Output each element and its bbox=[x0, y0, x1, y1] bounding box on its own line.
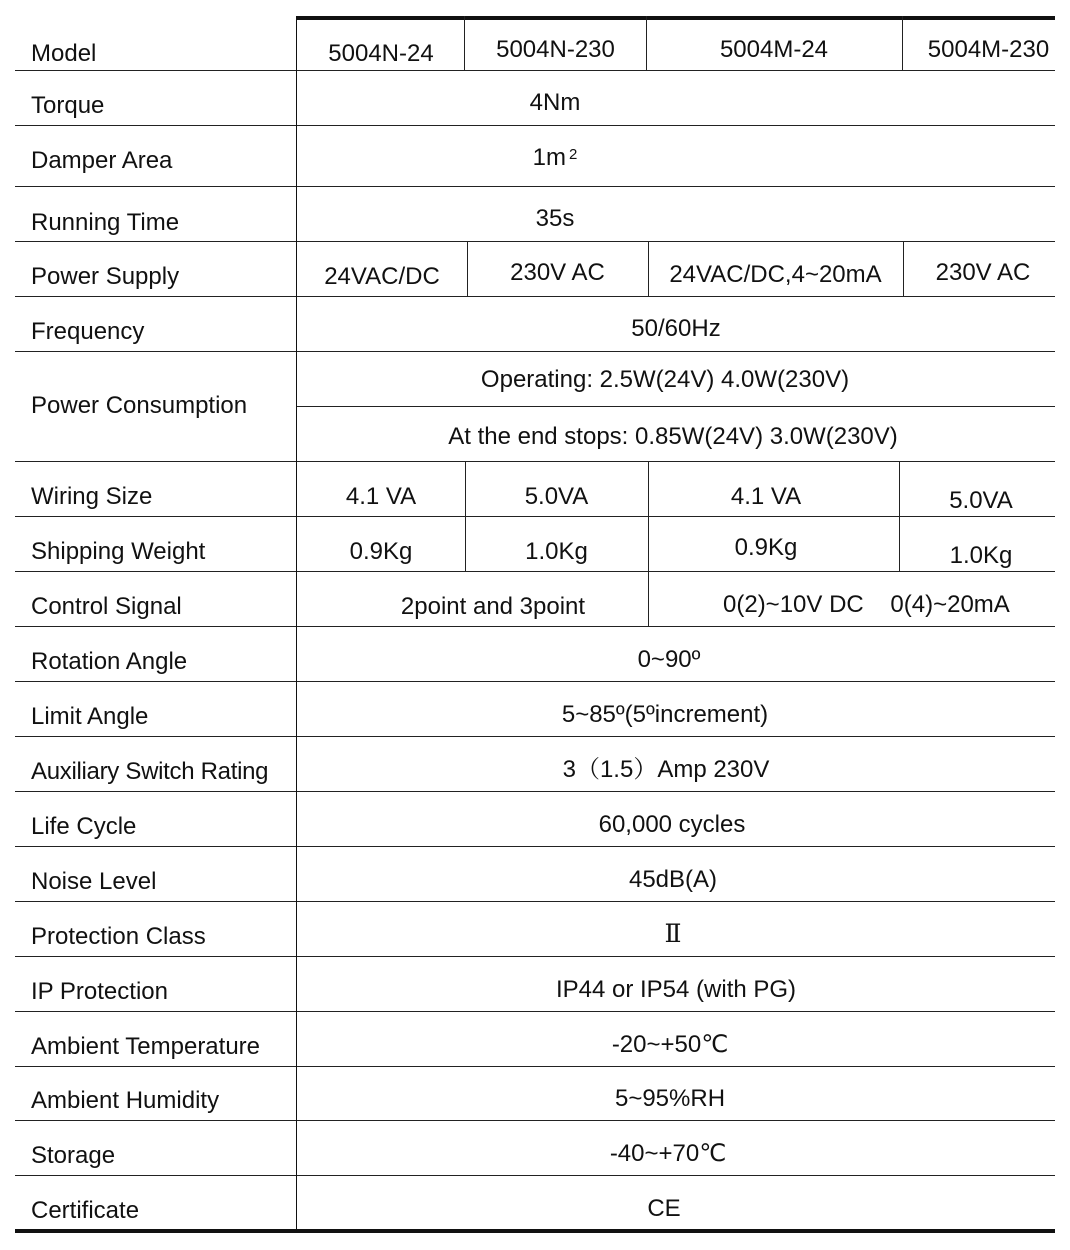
row-label-certificate: Certificate bbox=[31, 1197, 140, 1224]
row-label-wiring-size: Wiring Size bbox=[31, 483, 153, 510]
row-label-storage: Storage bbox=[31, 1142, 116, 1169]
protection-class-value: Ⅱ bbox=[664, 921, 682, 948]
row-divider bbox=[15, 846, 1055, 847]
table-top-rule bbox=[297, 16, 1055, 20]
row-label-ambient-humidity: Ambient Humidity bbox=[31, 1087, 220, 1114]
row-label-power-supply: Power Supply bbox=[31, 263, 180, 290]
row-divider bbox=[15, 351, 1055, 352]
storage-value: -40~+70℃ bbox=[609, 1140, 727, 1167]
power-supply-5004m-24: 24VAC/DC,4~20mA bbox=[669, 261, 882, 288]
row-divider bbox=[15, 1066, 1055, 1067]
ambient-temperature-value: -20~+50℃ bbox=[611, 1031, 729, 1058]
row-divider bbox=[15, 1011, 1055, 1012]
table-bottom-rule bbox=[15, 1229, 1055, 1233]
wiring-size-5004m-230: 5.0VA bbox=[949, 487, 1013, 514]
row-label-limit-angle: Limit Angle bbox=[31, 703, 149, 730]
ambient-humidity-value: 5~95%RH bbox=[614, 1085, 726, 1112]
rotation-angle-value: 0~90º bbox=[637, 646, 701, 673]
row-divider bbox=[297, 406, 1055, 407]
row-label-shipping-weight: Shipping Weight bbox=[31, 538, 206, 565]
shipping-weight-5004m-230: 1.0Kg bbox=[949, 542, 1013, 569]
row-label-damper-area: Damper Area bbox=[31, 147, 173, 174]
model-5004n-24: 5004N-24 bbox=[328, 40, 434, 67]
power-supply-5004n-230: 230V AC bbox=[510, 259, 605, 286]
row-divider bbox=[15, 186, 1055, 187]
shipping-weight-5004n-24: 0.9Kg bbox=[349, 538, 413, 565]
row-divider bbox=[15, 791, 1055, 792]
model-5004n-230: 5004N-230 bbox=[496, 36, 615, 63]
running-time-value: 35s bbox=[535, 205, 575, 232]
row-label-control-signal: Control Signal bbox=[31, 593, 182, 620]
row-label-noise-level: Noise Level bbox=[31, 868, 157, 895]
noise-level-value: 45dB(A) bbox=[628, 866, 718, 893]
row-label-frequency: Frequency bbox=[31, 318, 145, 345]
row-label-torque: Torque bbox=[31, 92, 105, 119]
control-signal-switching: 2point and 3point bbox=[400, 593, 586, 620]
ip-protection-value: IP44 or IP54 (with PG) bbox=[555, 976, 797, 1003]
row-divider bbox=[15, 956, 1055, 957]
row-label-model: Model bbox=[31, 40, 97, 67]
certificate-value: CE bbox=[647, 1195, 681, 1222]
row-divider bbox=[15, 241, 1055, 242]
life-cycle-value: 60,000 cycles bbox=[598, 811, 746, 838]
row-label-ambient-temperature: Ambient Temperature bbox=[31, 1033, 261, 1060]
power-supply-5004m-230: 230V AC bbox=[935, 259, 1031, 286]
power-supply-5004n-24: 24VAC/DC bbox=[324, 263, 440, 290]
row-divider bbox=[15, 1120, 1055, 1121]
auxiliary-switch-rating-value: 3（1.5）Amp 230V bbox=[562, 756, 770, 783]
wiring-size-5004n-230: 5.0VA bbox=[524, 483, 589, 510]
row-divider bbox=[15, 571, 1055, 572]
row-label-power-consumption: Power Consumption bbox=[31, 392, 248, 419]
row-divider bbox=[15, 125, 1055, 126]
torque-value: 4Nm bbox=[529, 89, 581, 116]
wiring-size-5004n-24: 4.1 VA bbox=[345, 483, 417, 510]
row-divider bbox=[15, 70, 1055, 71]
row-label-life-cycle: Life Cycle bbox=[31, 813, 137, 840]
control-signal-modulating: 0(2)~10V DC 0(4)~20mA bbox=[723, 591, 1010, 618]
row-divider bbox=[15, 296, 1055, 297]
row-divider bbox=[15, 626, 1055, 627]
power-consumption-operating: Operating: 2.5W(24V) 4.0W(230V) bbox=[480, 366, 850, 393]
row-divider bbox=[15, 681, 1055, 682]
row-label-running-time: Running Time bbox=[31, 209, 180, 236]
row-label-ip-protection: IP Protection bbox=[31, 978, 168, 1005]
shipping-weight-5004n-230: 1.0Kg bbox=[525, 538, 588, 565]
row-label-rotation-angle: Rotation Angle bbox=[31, 648, 188, 675]
model-5004m-24: 5004M-24 bbox=[719, 36, 829, 63]
power-consumption-end-stops: At the end stops: 0.85W(24V) 3.0W(230V) bbox=[448, 423, 898, 450]
row-divider bbox=[15, 901, 1055, 902]
frequency-value: 50/60Hz bbox=[631, 315, 721, 342]
row-divider bbox=[15, 1175, 1055, 1176]
row-label-auxiliary-switch-rating: Auxiliary Switch Rating bbox=[31, 758, 269, 785]
row-label-protection-class: Protection Class bbox=[31, 923, 206, 950]
superscript: 2 bbox=[569, 146, 578, 163]
damper-area-value: 1m $^2$ bbox=[532, 144, 578, 171]
row-divider bbox=[15, 736, 1055, 737]
wiring-size-5004m-24: 4.1 VA bbox=[730, 483, 802, 510]
limit-angle-value: 5~85º(5ºincrement) bbox=[561, 701, 769, 728]
shipping-weight-5004m-24: 0.9Kg bbox=[734, 534, 798, 561]
model-5004m-230: 5004M-230 bbox=[927, 36, 1050, 63]
